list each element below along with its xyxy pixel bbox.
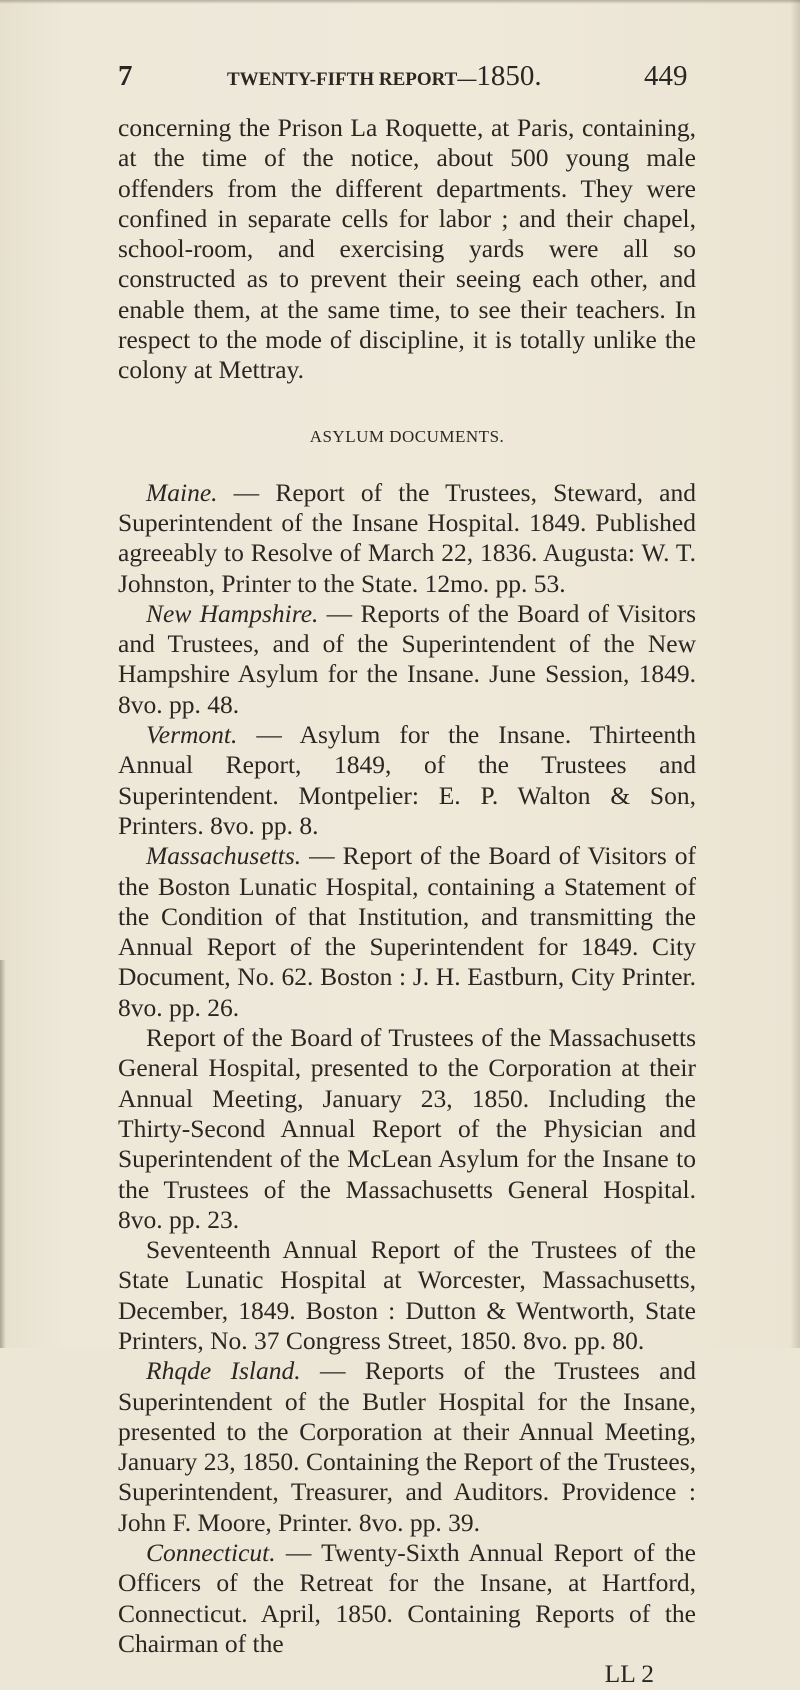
page-top-shadow <box>0 0 800 4</box>
page-left-edge <box>0 960 6 1348</box>
page-number: 449 <box>644 60 688 92</box>
entry-state-name: New Hampshire. <box>146 598 319 628</box>
entry-text: — Report of the Board of Visitors of the Boston Lunatic Hospital, containing a Statement of the Condition of that Institution, and transmitting the Annual Report of the Superintendent for 1849. City Document, No. 62. Boston : J. H. Eastburn, City Printer. 8vo. pp. 26. <box>118 841 696 1022</box>
entry-text: — Asylum for the Insane. Thirteenth Annual Report, 1849, of the Trustees and Superintendent. Montpelier: E. P. Walton & Son, Printers. 8vo. pp. 8. <box>118 720 696 840</box>
entry-worcester-hospital <box>118 1235 696 1356</box>
entry-connecticut <box>118 1538 696 1659</box>
page-right-edge <box>790 0 800 1348</box>
signature-mark: LL 2 <box>604 1659 654 1689</box>
entry-maine <box>118 478 696 599</box>
entry-rhode-island <box>118 1356 696 1538</box>
entry-massachusetts <box>118 841 696 1023</box>
running-head <box>227 58 542 98</box>
running-head-year: 1850. <box>476 60 542 92</box>
entry-text: — Report of the Trustees, Steward, and Superintendent of the Insane Hospital. 1849. Published agreeably to Resolve of March 22, 1836. Augusta: W. T. Johnston, Printer to the State. 12mo. pp. 53. <box>118 477 696 598</box>
section-heading: ASYLUM DOCUMENTS. <box>309 426 505 446</box>
page-body <box>118 113 696 1690</box>
entry-text: — Reports of the Trustees and Superintendent of the Butler Hospital for the Insane, presented to the Corporation at their Annual Meeting, January 23, 1850. Containing the Report of the Trustees, Superintendent, Treasurer, and Auditors. Providence : John F. Moore, Printer. 8vo. pp. 39. <box>118 1356 696 1537</box>
entry-vermont <box>118 720 696 841</box>
page-header <box>0 58 800 98</box>
intro-paragraph: concerning the Prison La Roquette, at Paris, containing, at the time of the notice, about 500 young male offenders from the different departments. They were confined in separate cells for labor ; and their chapel, school-room, and exercising yards were all so constructed as to prevent their seeing each other, and enable them, at the same time, to see their teachers. In respect to the mode of discipline, it is totally unlike the colony at Mettray. <box>118 113 696 385</box>
entry-mass-general-hospital <box>118 1023 696 1235</box>
entry-state-name: Rhqde Island. <box>146 1356 301 1386</box>
entry-text: Report of the Board of Trustees of the Massachusetts General Hospital, presented to the Corporation at their Annual Meeting, January 23, 1850. Including the Thirty-Second Annual Report of the Physician and Superintendent of the McLean Asylum for the Insane to the Trustees of the Massachusetts General Hospital. 8vo. pp. 23. <box>118 1023 696 1234</box>
left-folio-mark: 7 <box>118 60 133 92</box>
entry-text: Seventeenth Annual Report of the Trustees of the State Lunatic Hospital at Worcester, Massachusetts, December, 1849. Boston : Dutton & Wentworth, State Printers, No. 37 Congress Street, 1850. 8vo. pp. 80. <box>118 1235 696 1355</box>
entry-state-name: Connecticut. <box>146 1538 276 1568</box>
entry-text: — Twenty-Sixth Annual Report of the Officers of the Retreat for the Insane, at Hartford, Connecticut. April, 1850. Containing Reports of the Chairman of the <box>118 1538 696 1658</box>
entry-text: — Reports of the Board of Visitors and Trustees, and of the Superintendent of the New Hampshire Asylum for the Insane. June Session, 1849. 8vo. pp. 48. <box>118 598 696 719</box>
entry-state-name: Maine. <box>146 477 218 507</box>
entry-new-hampshire <box>118 599 696 720</box>
entry-state-name: Vermont. <box>146 720 238 750</box>
running-head-title: TWENTY-FIFTH REPORT— <box>227 69 477 90</box>
entry-state-name: Massachusetts. <box>146 841 302 871</box>
